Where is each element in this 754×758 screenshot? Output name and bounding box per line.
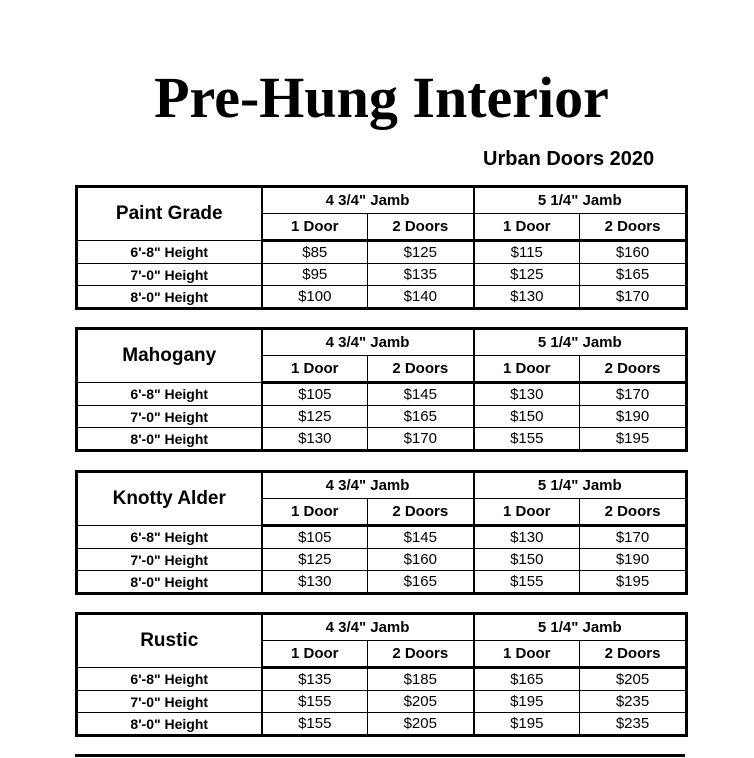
price-cell: $165 xyxy=(368,406,474,428)
price-cell: $195 xyxy=(580,571,687,594)
height-label: 8'-0" Height xyxy=(77,571,262,594)
price-cell: $170 xyxy=(580,286,687,309)
table-row xyxy=(77,406,687,428)
table-row xyxy=(77,264,687,286)
jamb-header: 5 1/4" Jamb xyxy=(474,472,687,499)
price-cell: $205 xyxy=(368,713,474,736)
price-cell: $130 xyxy=(474,286,580,309)
door-count-header: 1 Door xyxy=(262,214,368,241)
door-count-header: 1 Door xyxy=(474,356,580,383)
price-cell: $235 xyxy=(580,691,687,713)
door-count-header: 2 Doors xyxy=(368,356,474,383)
jamb-header: 4 3/4" Jamb xyxy=(262,187,474,214)
height-label: 7'-0" Height xyxy=(77,691,262,713)
table-row xyxy=(77,571,687,594)
jamb-header: 4 3/4" Jamb xyxy=(262,472,474,499)
price-cell: $170 xyxy=(368,428,474,451)
jamb-header: 5 1/4" Jamb xyxy=(474,614,687,641)
door-count-header: 1 Door xyxy=(474,214,580,241)
height-label: 7'-0" Height xyxy=(77,264,262,286)
price-cell: $145 xyxy=(368,383,474,406)
price-cell: $130 xyxy=(262,428,368,451)
price-cell: $165 xyxy=(474,668,580,691)
door-count-header: 2 Doors xyxy=(580,214,687,241)
price-cell: $190 xyxy=(580,549,687,571)
price-cell: $105 xyxy=(262,526,368,549)
price-cell: $160 xyxy=(580,241,687,264)
jamb-header: 4 3/4" Jamb xyxy=(262,329,474,356)
price-table-paint-grade xyxy=(75,185,688,310)
price-cell: $85 xyxy=(262,241,368,264)
table-row xyxy=(77,713,687,736)
price-cell: $145 xyxy=(368,526,474,549)
jamb-header: 5 1/4" Jamb xyxy=(474,329,687,356)
price-table-rustic xyxy=(75,612,688,737)
price-cell: $165 xyxy=(580,264,687,286)
height-label: 8'-0" Height xyxy=(77,286,262,309)
table-row xyxy=(77,383,687,406)
category-label: Paint Grade xyxy=(77,187,262,241)
price-cell: $155 xyxy=(262,713,368,736)
price-cell: $135 xyxy=(368,264,474,286)
height-label: 7'-0" Height xyxy=(77,406,262,428)
jamb-header: 4 3/4" Jamb xyxy=(262,614,474,641)
price-cell: $130 xyxy=(474,526,580,549)
price-cell: $105 xyxy=(262,383,368,406)
height-label: 6'-8" Height xyxy=(77,526,262,549)
price-cell: $205 xyxy=(580,668,687,691)
price-table-mahogany xyxy=(75,327,688,452)
price-cell: $100 xyxy=(262,286,368,309)
price-cell: $155 xyxy=(474,428,580,451)
price-cell: $150 xyxy=(474,406,580,428)
price-cell: $125 xyxy=(474,264,580,286)
price-cell: $195 xyxy=(474,691,580,713)
price-cell: $195 xyxy=(474,713,580,736)
jamb-header: 5 1/4" Jamb xyxy=(474,187,687,214)
price-cell: $155 xyxy=(262,691,368,713)
door-count-header: 2 Doors xyxy=(368,214,474,241)
table-row xyxy=(77,286,687,309)
price-cell: $130 xyxy=(262,571,368,594)
price-cell: $205 xyxy=(368,691,474,713)
door-count-header: 1 Door xyxy=(474,499,580,526)
price-cell: $190 xyxy=(580,406,687,428)
page-title: Pre-Hung Interior xyxy=(154,65,609,130)
price-cell: $115 xyxy=(474,241,580,264)
price-cell: $140 xyxy=(368,286,474,309)
height-label: 8'-0" Height xyxy=(77,428,262,451)
door-count-header: 2 Doors xyxy=(580,499,687,526)
table-row xyxy=(77,549,687,571)
price-cell: $160 xyxy=(368,549,474,571)
price-cell: $125 xyxy=(368,241,474,264)
table-row xyxy=(77,241,687,264)
door-count-header: 1 Door xyxy=(262,641,368,668)
price-cell: $185 xyxy=(368,668,474,691)
door-count-header: 2 Doors xyxy=(580,641,687,668)
price-cell: $130 xyxy=(474,383,580,406)
height-label: 6'-8" Height xyxy=(77,241,262,264)
price-cell: $170 xyxy=(580,526,687,549)
door-count-header: 2 Doors xyxy=(580,356,687,383)
door-count-header: 1 Door xyxy=(474,641,580,668)
table-row xyxy=(77,428,687,451)
door-count-header: 1 Door xyxy=(262,499,368,526)
price-cell: $170 xyxy=(580,383,687,406)
height-label: 8'-0" Height xyxy=(77,713,262,736)
table-row xyxy=(77,526,687,549)
price-cell: $95 xyxy=(262,264,368,286)
bottom-divider xyxy=(75,754,685,757)
price-cell: $150 xyxy=(474,549,580,571)
price-cell: $165 xyxy=(368,571,474,594)
table-row xyxy=(77,668,687,691)
door-count-header: 2 Doors xyxy=(368,499,474,526)
category-label: Mahogany xyxy=(77,329,262,383)
category-label: Rustic xyxy=(77,614,262,668)
height-label: 6'-8" Height xyxy=(77,668,262,691)
table-row xyxy=(77,691,687,713)
price-cell: $195 xyxy=(580,428,687,451)
height-label: 7'-0" Height xyxy=(77,549,262,571)
price-cell: $135 xyxy=(262,668,368,691)
price-cell: $235 xyxy=(580,713,687,736)
price-cell: $125 xyxy=(262,549,368,571)
height-label: 6'-8" Height xyxy=(77,383,262,406)
category-label: Knotty Alder xyxy=(77,472,262,526)
door-count-header: 2 Doors xyxy=(368,641,474,668)
price-cell: $155 xyxy=(474,571,580,594)
price-cell: $125 xyxy=(262,406,368,428)
page-subtitle: Urban Doors 2020 xyxy=(483,148,655,170)
price-table-knotty-alder xyxy=(75,470,688,595)
door-count-header: 1 Door xyxy=(262,356,368,383)
